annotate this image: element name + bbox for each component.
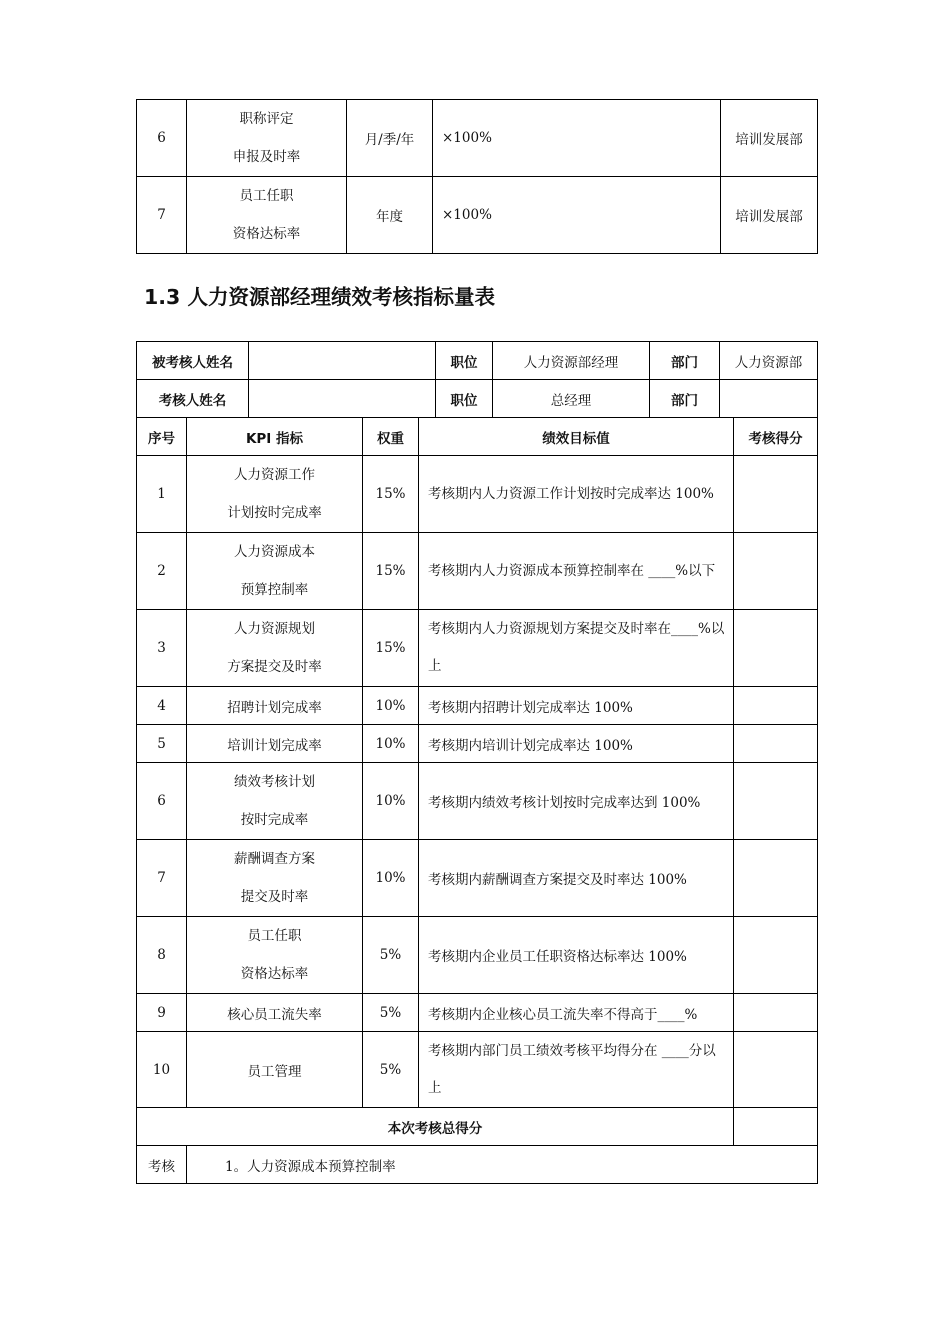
kpi-name: 招聘计划完成率 <box>187 687 363 725</box>
target-cell: 考核期内人力资源工作计划按时完成率达 100% <box>419 456 734 533</box>
total-score-label: 本次考核总得分 <box>137 1108 734 1146</box>
note-row <box>137 1146 818 1184</box>
score-field[interactable] <box>734 917 818 994</box>
row-number: 9 <box>137 994 187 1032</box>
weight-cell: 10% <box>363 725 419 763</box>
weight-cell: 15% <box>363 610 419 687</box>
section-title: 1.3 人力资源部经理绩效考核指标量表 <box>144 285 495 309</box>
row-number: 7 <box>137 840 187 917</box>
examinee-label: 被考核人姓名 <box>137 342 249 380</box>
table-row <box>137 840 818 917</box>
dept-label: 部门 <box>650 342 720 380</box>
row-number: 5 <box>137 725 187 763</box>
target-cell: 考核期内薪酬调查方案提交及时率达 100% <box>419 840 734 917</box>
kpi-name: 核心员工流失率 <box>187 994 363 1032</box>
kpi-name: 薪酬调查方案 提交及时率 <box>187 840 363 917</box>
row-number: 4 <box>137 687 187 725</box>
score-field[interactable] <box>734 687 818 725</box>
table-row <box>137 1032 818 1108</box>
header-kpi: KPI 指标 <box>187 418 363 456</box>
examinee-dept: 人力资源部 <box>720 342 818 380</box>
score-field[interactable] <box>734 1032 818 1108</box>
note-text: 1。人力资源成本预算控制率 <box>187 1146 818 1184</box>
period-cell: 月/季/年 <box>347 100 433 177</box>
table-row <box>137 610 818 687</box>
table-row <box>137 100 818 177</box>
target-cell: 考核期内招聘计划完成率达 100% <box>419 687 734 725</box>
indicator-name: 职称评定 申报及时率 <box>187 100 347 177</box>
table-row <box>137 917 818 994</box>
examinee-position: 人力资源部经理 <box>493 342 650 380</box>
department-cell: 培训发展部 <box>721 177 818 254</box>
row-number: 7 <box>137 177 187 254</box>
target-cell: 考核期内企业核心员工流失率不得高于____% <box>419 994 734 1032</box>
target-cell: 考核期内企业员工任职资格达标率达 100% <box>419 917 734 994</box>
indicator-name: 员工任职 资格达标率 <box>187 177 347 254</box>
examinee-row <box>137 342 818 380</box>
row-number: 8 <box>137 917 187 994</box>
formula-cell: ×100% <box>433 177 721 254</box>
continued-indicator-table <box>136 99 818 254</box>
table-row <box>137 994 818 1032</box>
header-target: 绩效目标值 <box>419 418 734 456</box>
kpi-name: 人力资源成本 预算控制率 <box>187 533 363 610</box>
period-cell: 年度 <box>347 177 433 254</box>
row-number: 2 <box>137 533 187 610</box>
kpi-name: 人力资源规划 方案提交及时率 <box>187 610 363 687</box>
header-score: 考核得分 <box>734 418 818 456</box>
row-number: 6 <box>137 763 187 840</box>
examiner-dept-field[interactable] <box>720 380 818 418</box>
target-cell: 考核期内绩效考核计划按时完成率达到 100% <box>419 763 734 840</box>
weight-cell: 10% <box>363 840 419 917</box>
total-row <box>137 1108 818 1146</box>
kpi-name: 员工任职 资格达标率 <box>187 917 363 994</box>
position-label: 职位 <box>436 342 493 380</box>
score-field[interactable] <box>734 533 818 610</box>
examiner-row <box>137 380 818 418</box>
score-field[interactable] <box>734 456 818 533</box>
target-cell: 考核期内部门员工绩效考核平均得分在 ____分以上 <box>419 1032 734 1108</box>
dept-label: 部门 <box>650 380 720 418</box>
examiner-label: 考核人姓名 <box>137 380 249 418</box>
table-row <box>137 687 818 725</box>
weight-cell: 5% <box>363 994 419 1032</box>
table-row <box>137 725 818 763</box>
table-row <box>137 456 818 533</box>
weight-cell: 15% <box>363 456 419 533</box>
table-row <box>137 177 818 254</box>
note-label: 考核 <box>137 1146 187 1184</box>
score-field[interactable] <box>734 840 818 917</box>
kpi-table <box>136 341 818 1184</box>
weight-cell: 10% <box>363 687 419 725</box>
kpi-name: 员工管理 <box>187 1032 363 1108</box>
examinee-name-field[interactable] <box>249 342 436 380</box>
header-weight: 权重 <box>363 418 419 456</box>
table-row <box>137 763 818 840</box>
department-cell: 培训发展部 <box>721 100 818 177</box>
kpi-name: 培训计划完成率 <box>187 725 363 763</box>
row-number: 3 <box>137 610 187 687</box>
row-number: 1 <box>137 456 187 533</box>
total-score-field[interactable] <box>734 1108 818 1146</box>
score-field[interactable] <box>734 610 818 687</box>
weight-cell: 15% <box>363 533 419 610</box>
row-number: 10 <box>137 1032 187 1108</box>
position-label: 职位 <box>436 380 493 418</box>
header-no: 序号 <box>137 418 187 456</box>
target-cell: 考核期内人力资源规划方案提交及时率在____%以上 <box>419 610 734 687</box>
examiner-position: 总经理 <box>493 380 650 418</box>
score-field[interactable] <box>734 994 818 1032</box>
weight-cell: 10% <box>363 763 419 840</box>
formula-cell: ×100% <box>433 100 721 177</box>
score-field[interactable] <box>734 725 818 763</box>
target-cell: 考核期内培训计划完成率达 100% <box>419 725 734 763</box>
row-number: 6 <box>137 100 187 177</box>
kpi-name: 绩效考核计划 按时完成率 <box>187 763 363 840</box>
table-row <box>137 533 818 610</box>
header-row <box>137 418 818 456</box>
target-cell: 考核期内人力资源成本预算控制率在 ____%以下 <box>419 533 734 610</box>
kpi-name: 人力资源工作 计划按时完成率 <box>187 456 363 533</box>
weight-cell: 5% <box>363 917 419 994</box>
weight-cell: 5% <box>363 1032 419 1108</box>
score-field[interactable] <box>734 763 818 840</box>
examiner-name-field[interactable] <box>249 380 436 418</box>
